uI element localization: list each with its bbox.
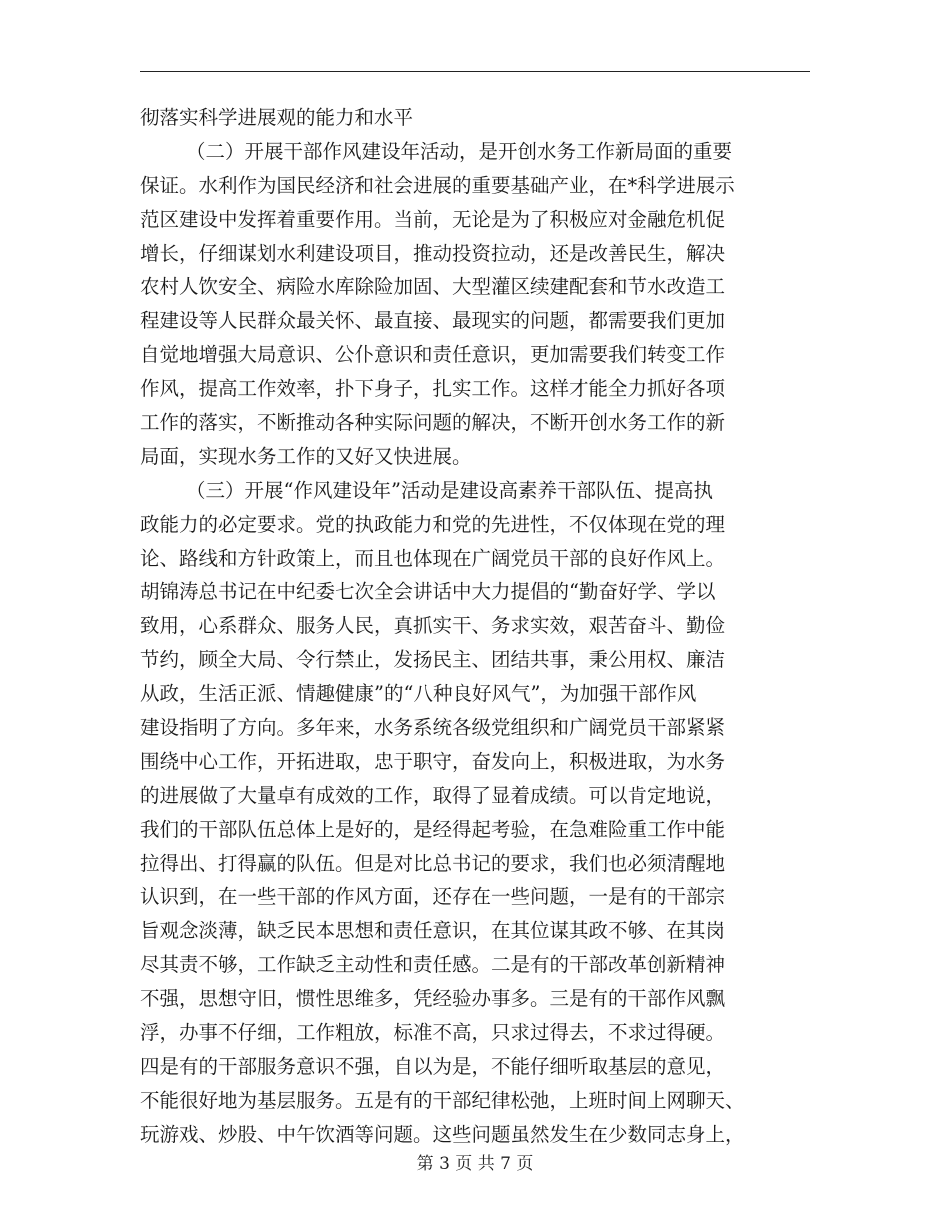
text-line: 范区建设中发挥着重要作用。当前，无论是为了积极应对金融危机促 [140, 207, 726, 231]
text-line: 政能力的必定要求。党的执政能力和党的先进性，不仅体现在党的理 [140, 512, 726, 536]
text-line: 建设指明了方向。多年来，水务系统各级党组织和广阔党员干部紧紧 [140, 716, 726, 740]
text-line: 工作的落实，不断推动各种实际问题的解决，不断开创水务工作的新 [140, 411, 726, 435]
text-line: 自觉地增强大局意识、公仆意识和责任意识，更加需要我们转变工作 [140, 343, 726, 367]
text-line: 论、路线和方针政策上，而且也体现在广阔党员干部的良好作风上。 [140, 546, 726, 570]
text-line: 不能很好地为基层服务。五是有的干部纪律松弛，上班时间上网聊天、 [140, 1088, 745, 1112]
text-line: 围绕中心工作，开拓进取，忠于职守，奋发向上，积极进取，为水务 [140, 749, 726, 773]
text-line: 胡锦涛总书记在中纪委七次全会讲话中大力提倡的“勤奋好学、学以 [140, 580, 716, 604]
text-line: 四是有的干部服务意识不强，自以为是，不能仔细听取基层的意见， [140, 1054, 726, 1078]
text-line: 局面，实现水务工作的又好又快进展。 [140, 444, 472, 468]
text-line: 认识到，在一些干部的作风方面，还存在一些问题，一是有的干部宗 [140, 885, 726, 909]
text-line: 浮，办事不仔细，工作粗放，标准不高，只求过得去，不求过得硬。 [140, 1021, 726, 1045]
text-line: 节约，顾全大局、令行禁止，发扬民主、团结共事，秉公用权、廉洁 [140, 648, 726, 672]
text-line: 保证。水利作为国民经济和社会进展的重要基础产业，在*科学进展示 [140, 173, 735, 197]
text-line: 增长，仔细谋划水利建设项目，推动投资拉动，还是改善民生，解决 [140, 241, 726, 265]
text-line: 从政，生活正派、情趣健康”的“八种良好风气”，为加强干部作风 [140, 682, 697, 706]
text-line: 我们的干部队伍总体上是好的，是经得起考验，在急难险重工作中能 [140, 817, 726, 841]
text-line: 致用，心系群众、服务人民，真抓实干、务求实效，艰苦奋斗、勤俭 [140, 614, 726, 638]
paragraph-first-line: （三）开展“作风建设年”活动是建设高素养干部队伍、提高执 [186, 478, 713, 502]
text-line: 拉得出、打得赢的队伍。但是对比总书记的要求，我们也必须清醒地 [140, 851, 726, 875]
text-line: 农村人饮安全、病险水库除险加固、大型灌区续建配套和节水改造工 [140, 275, 726, 299]
document-body [140, 101, 820, 1152]
paragraph-first-line: （二）开展干部作风建设年活动，是开创水务工作新局面的重要 [186, 139, 733, 163]
text-line: 尽其责不够，工作缺乏主动性和责任感。二是有的干部改革创新精神 [140, 953, 726, 977]
text-line: 彻落实科学进展观的能力和水平 [140, 106, 414, 129]
text-line: 程建设等人民群众最关怀、最直接、最现实的问题，都需要我们更加 [140, 309, 726, 333]
text-line: 的进展做了大量卓有成效的工作，取得了显着成绩。可以肯定地说， [140, 783, 726, 807]
text-line: 旨观念淡薄，缺乏民本思想和责任意识，在其位谋其政不够、在其岗 [140, 919, 726, 943]
text-line: 玩游戏、炒股、中午饮酒等问题。这些问题虽然发生在少数同志身上， [140, 1122, 745, 1146]
header-rule [140, 71, 810, 72]
text-line: 作风，提高工作效率，扑下身子，扎实工作。这样才能全力抓好各项 [140, 377, 726, 401]
text-line: 不强，思想守旧，惯性思维多，凭经验办事多。三是有的干部作风飘 [140, 987, 726, 1011]
page-footer: 第 3 页 共 7 页 [416, 1154, 534, 1174]
